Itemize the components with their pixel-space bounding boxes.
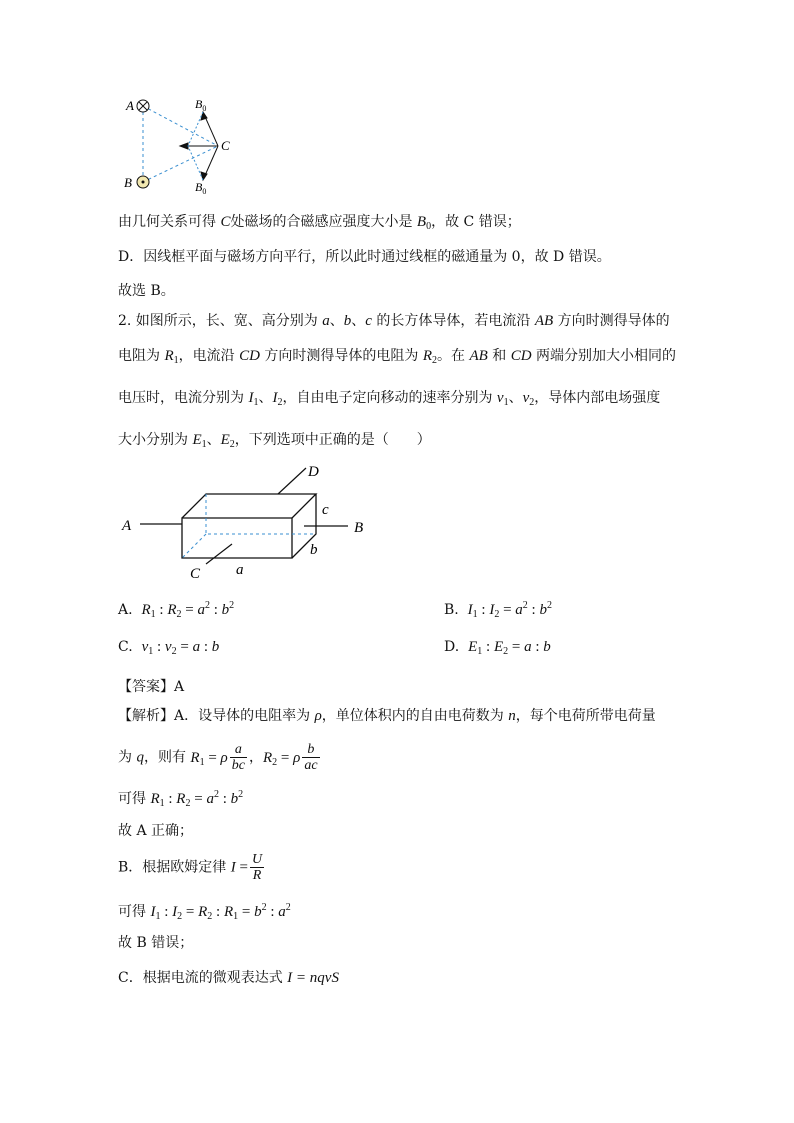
- question-2-line-2: 电阻为 $R_1$，电流沿 CD 方向时测得导体的电阻为 $R_2$。在 AB 和 CD 两端分别加大小相同的: [118, 348, 676, 366]
- label-a-length: a: [236, 562, 244, 578]
- fraction-u-over-r: $\frac{U}{R}$: [251, 852, 263, 883]
- text-line-c-conclusion: 由几何关系可得 C处磁场的合磁感应强度大小是 $B_0$，故 C 错误；: [118, 214, 521, 232]
- dashed-side-bc: [143, 146, 218, 182]
- label-b-width: b: [310, 542, 318, 558]
- field-vector-b0-top: [201, 112, 218, 146]
- answer-line: 【答案】A: [118, 679, 185, 695]
- analysis-line-7: 故 B 错误；: [118, 935, 194, 951]
- dashed-side-ac: [143, 106, 218, 146]
- option-d: D. $E_1$ : $E_2 = a$ : b: [444, 639, 551, 657]
- field-vector-resultant: [180, 143, 218, 149]
- lead-c: [206, 544, 232, 564]
- option-b: B. $I_1$ : $I_2 = a^2$ : $b^2$: [444, 600, 552, 620]
- cuboid-conductor-diagram: [118, 460, 378, 584]
- cuboid-top-face: [182, 494, 316, 518]
- analysis-line-5: B．根据欧姆定律 I = $\frac{U}{R}$: [118, 852, 263, 883]
- analysis-line-3: 可得 $R_1$ : $R_2 = a^2$ : $b^2$: [118, 789, 244, 809]
- label-b0-bottom: $B_0$: [195, 180, 207, 196]
- option-c: C. $v_1$ : $v_2 = a$ : b: [118, 639, 220, 657]
- fraction-a-over-bc: $\frac{a}{bc}$: [231, 742, 245, 773]
- hidden-edges: [206, 494, 316, 534]
- option-a: A. $R_1$ : $R_2 = a^2$ : $b^2$: [118, 600, 235, 620]
- lead-d: [278, 468, 306, 494]
- label-A: A: [122, 518, 132, 534]
- analysis-line-1: 【解析】A．设导体的电阻率为 ρ，单位体积内的自由电荷数为 n，每个电荷所带电荷量: [118, 708, 656, 724]
- label-b: B: [124, 175, 132, 190]
- analysis-line-8: C．根据电流的微观表达式 I = nqvS: [118, 970, 339, 986]
- label-C: C: [190, 566, 201, 582]
- question-2-line-4: 大小分别为 $E_1$、$E_2$，下列选项中正确的是（ ）: [118, 432, 431, 450]
- text-line-choice: 故选 B。: [118, 283, 175, 299]
- label-b0-top: $B_0$: [195, 97, 207, 113]
- fraction-b-over-ac: $\frac{b}{ac}$: [304, 742, 318, 773]
- dashed-parallelogram: [188, 112, 203, 146]
- label-a: A: [126, 98, 134, 113]
- label-B: B: [354, 520, 364, 536]
- label-c-height: c: [322, 502, 329, 518]
- magnetic-field-diagram: [118, 94, 248, 198]
- label-D: D: [308, 464, 319, 480]
- label-c: C: [221, 138, 230, 153]
- analysis-line-2: 为 q，则有 $R_1 = \rho$ $\frac{a}{bc}$ ，$R_2 = \rho$ $\frac{b}{ac}$: [118, 742, 318, 773]
- analysis-line-4: 故 A 正确；: [118, 823, 194, 839]
- question-2-line-3: 电压时，电流分别为 $I_1$、$I_2$，自由电子定向移动的速率分别为 $v_1$、$v_2$，导体内部电场强度: [118, 390, 661, 408]
- field-vector-b0-bottom: [201, 146, 218, 180]
- text-line-d-conclusion: D．因线框平面与磁场方向平行，所以此时通过线框的磁通量为 0，故 D 错误。: [118, 249, 611, 265]
- cuboid-front-face: [182, 518, 292, 558]
- analysis-line-6: 可得 $I_1$ : $I_2 = R_2$ : $R_1 = b^2$ : $a^2$: [118, 902, 291, 922]
- question-2-line-1: 2. 如图所示，长、宽、高分别为 a、b、c 的长方体导体，若电流沿 AB 方向时测得导体的: [118, 313, 670, 329]
